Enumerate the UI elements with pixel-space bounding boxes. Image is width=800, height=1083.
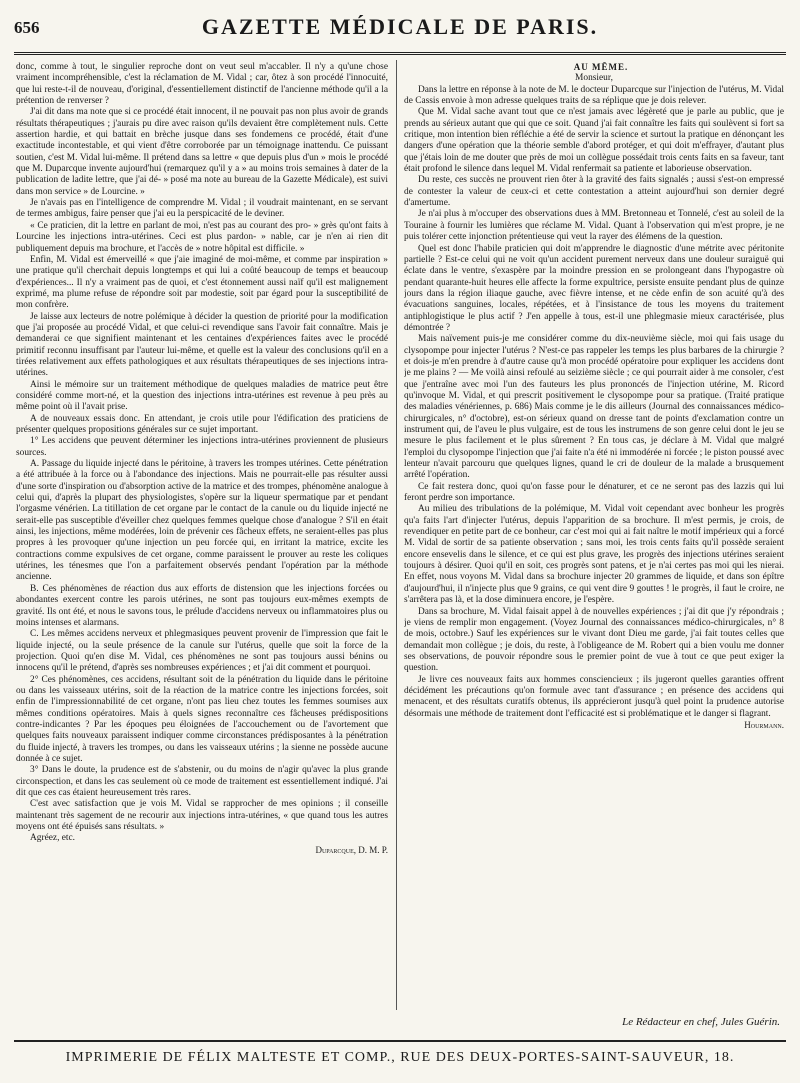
paragraph: Dans sa brochure, M. Vidal faisait appel à de nouvelles expériences ; j'ai dit que j'y répondrais ; je viens de remplir mon engagement. (Voyez Journal des connaissances médico-chirurgicales, n° 8 de mois, octobre.) Sauf les expériences sur le vivant dont Dieu me garde, j'ai fait toutes celles que demandait mon collègue ; je dois, du reste, à l'obligeance de M. Robert qui a bien voulu me donner ses observations, de pouvoir répondre sous le premier point de vue à tout ce que peut exiger la question.	[404, 606, 784, 674]
page-header	[14, 14, 786, 48]
printer-imprint: IMPRIMERIE DE FÉLIX MALTESTE ET COMP., RUE DES DEUX-PORTES-SAINT-SAUVEUR, 18.	[65, 1050, 735, 1065]
editor-credit: Le Rédacteur en chef, Jules Guérin.	[622, 1016, 780, 1028]
paragraph: Agréez, etc.	[30, 833, 76, 844]
paragraph: Je n'ai plus à m'occuper des observations dues à MM. Bretonneau et Tonnelé, c'est au soleil de la Touraine à fournir les lumières que réclame M. Vidal. Quant à l'observation qui m'est propre, je ne puis tolérer cette injonction prétentieuse qui veut la rayer des élémens de la question.	[404, 209, 784, 243]
paragraph: C. Les mêmes accidens nerveux et phlegmasiques peuvent provenir de l'impression que fait le liquide injecté, ou la seule présence de la canule sur l'utérus, quelle que soit la force de la projection. Quoi qu'en dise M. Vidal, ces phénomènes ne sont pas toujours aussi bénins ou innocens qu'il le prétend, d'après ses nombreuses expériences ; et j'ai dit comment et pourquoi.	[16, 629, 388, 674]
page-number: 656	[14, 18, 40, 37]
paragraph: Mais naïvement puis-je me considérer comme du dix-neuvième siècle, moi qui fais usage du clysopompe pour injecter l'utérus ? N'est-ce pas rappeler les temps les plus barbares de la chirurgie ? et dois-je m'en prendre à d'autre cause qu'à mon procédé opératoire pour expliquer les accidens dont je me plains ? — Me voilà ainsi refoulé au seizième siècle ; ce qui pourrait aider à me consoler, c'est que j'entraîne avec moi l'un des fauteurs les plus prononcés de l'injection utérine, M. Ricord qu'invoque M. Vidal, et qui prescrit positivement le clysopompe pour sa pratique. (Traité pratique des maladies vénériennes, p. 686) Mais comme je le dis ailleurs (Journal des connaissances médico-chirurgicales, n° d'octobre), est-on sérieux quand on dresse tant de points d'exclamation contre un instrument qui, de l'aveu le plus vulgaire, est de tous les instrumens de son genre celui dont le jeu se mesure le plus facilement et le plus sûrement ? En tous cas, je déclare à M. Vidal que malgré l'emploi du clysopompe l'injection que j'ai faite n'a été ni immodérée ni forcée ; le piston poussé avec lenteur n'avait parcouru que quelques lignes, quand le cri de douleur de la malade a brusquement arrêté l'opération.	[404, 334, 784, 481]
paragraph: Que M. Vidal sache avant tout que ce n'est jamais avec légèreté que je parle au public, que je prends au sérieux autant que qui que ce soit. Quand j'ai fait connaître les faits qui soulèvent si fort sa critique, mon intention bien réfléchie a été de servir la science et surtout la pratique en dénonçant les dangers d'une opération que la théorie semble d'abord protéger, et qui doit m'effrayer, d'autant plus que j'étais loin de me douter que près de moi un collègue possédait trois cents faits en sa faveur, tant était profond le silence dans lequel M. Vidal renfermait sa patiente et laborieuse observation.	[404, 107, 784, 175]
right-column	[404, 62, 784, 1008]
paragraph: Je laisse aux lecteurs de notre polémique à décider la question de priorité pour la modification que j'ai proposée au procédé Vidal, et que celui-ci revendique sans l'avoir fait connaître. Mais je demanderai ce que signifient maintenant et les centaines d'expériences faites avec le procédé primitif reconnu insuffisant par l'auteur lui-même, et quelle est la valeur des conclusions qu'il en a tirées relativement aux effets pathologiques et aux résultats thérapeutiques de ses injections intra-utérines.	[16, 311, 388, 379]
paragraph: donc, comme à tout, le singulier reproche dont on veut seul m'accabler. Il n'y a qu'une chose vraiment incompréhensible, c'est la réclamation de M. Vidal ; car, ôtez à son procédé l'innocuité, que lui reste-t-il de nouveau, d'original, d'essentiellement distinctif de l'ancienne méthode qu'il a la prétention de renverser ?	[16, 62, 388, 107]
left-column	[16, 62, 388, 1008]
paragraph: Enfin, M. Vidal est émerveillé « que j'aie imaginé de moi-même, et comme par inspiration » une pratique qu'il cherchait depuis longtemps et qui lui a coûté beaucoup de temps et beaucoup d'expériences... Il n'y a vraiment pas de quoi, et c'est étonnement aussi naïf qu'il est malignement exprimé, ma plume refuse de répondre soit par modestie, soit par égard pour la susceptibilité de mon confrère.	[16, 254, 388, 311]
journal-title: GAZETTE MÉDICALE DE PARIS.	[201, 14, 599, 39]
paragraph: Ainsi le mémoire sur un traitement méthodique de quelques maladies de matrice peut être considéré comme mort-né, et la question des injections intra-utérines est revenue à peu près au même point où il l'avait prise.	[16, 379, 388, 413]
paragraph: A de nouveaux essais donc. En attendant, je crois utile pour l'édification des praticiens de présenter quelques propositions générales sur ce sujet important.	[16, 413, 388, 435]
footer-rule	[14, 1040, 786, 1042]
paragraph: Quel est donc l'habile praticien qui doit m'apprendre le diagnostic d'une métrite avec péritonite partielle ? Est-ce celui qui ne voit qu'un accident purement nerveux dans une douleur suraiguë qui éclate dans le ventre, s'exaspère par la moindre pression en se prolongeant dans l'hypogastre où pendant quarante-huit heures elle affecte la forme expultrice, persiste ensuite pendant plus de quinze jours dans la région iliaque gauche, avec fièvre intense, et ne cède enfin de son acuité qu'à des évacuations sanguines, locales, répétées, et à l'insistance de tous les moyens du traitement antiphlogistique le plus actif ? J'en appelle à tous, est-il une phlegmasie mieux caractérisée, plus démontrée ?	[404, 243, 784, 333]
paragraph: A. Passage du liquide injecté dans le péritoine, à travers les trompes utérines. Cette pénétration a été attribuée à la force ou à l'abondance des injections. Mais ne pourrait-elle pas résulter aussi d'une sorte d'inspiration ou d'absorption active de la matrice et des trompes, phénomène analogue à celui qui, d'après la plupart des physiologistes, s'opère sur la liqueur spermatique par et pendant l'orgasme vénérien. La titillation de cet organe par le contact de la canule ou du liquide injecté ne serait-elle pas susceptible d'éveiller chez quelques femmes quelque chose d'analogue ? S'il en était ainsi, les injections, même modérées, loin de prévenir ces fâcheux effets, ne seraient-elles pas plus propres à les provoquer qu'une injection un peu forcée qui, en irritant la matrice, excite les contractions comme expulsives de cet organe, comme paraissent le prouver au reste les coliques utérines, les ténesmes que l'on a parfaitement observés pendant l'opération par la méthode ancienne.	[16, 459, 388, 583]
section-heading: AU MÊME.	[573, 62, 629, 72]
paragraph: J'ai dit dans ma note que si ce procédé était innocent, il ne pouvait pas non plus avoir de grands résultats thérapeutiques ; j'aurais pu dire avec raison qu'ils devaient être complètement nuls. Cette assertion hardie, et qui battait en brèche jusque dans ses fondemens ce procédé, était d'une exactitude incontestable, et qui vient d'être corroborée par un témoignage inattendu. Ce puissant soutien, c'est M. Vidal lui-même. Il prétend dans sa lettre « que depuis plus d'un » mois le procédé que M. Duparcque invente aujourd'hui (remarquez qu'il y a » au moins trois semaines à dater de la publication de ladite lettre, que j'ai dé- » posé ma note au bureau de la Gazette Médicale), est suivi dans mon service » de Lourcine. »	[16, 107, 388, 197]
paragraph: B. Ces phénomènes de réaction dus aux efforts de distension que les injections forcées ou abondantes exercent contre les parois utérines, ne sont pas toujours eux-mêmes exempts de gravité. Ils ont été, et nous le savons tous, le prélude d'accidens nerveux ou inflammatoires plus ou moins intenses et alarmans.	[16, 583, 388, 628]
paragraph: Je livre ces nouveaux faits aux hommes consciencieux ; ils jugeront quelles garanties offrent décidément les précautions qu'on formule avec tant d'assurance ; en présence des accidens qui menacent, et des résultats curatifs obtenus, ils apprécieront jusqu'à quel point la prudence autorise désormais une méthode de traitement dont l'efficacité est si problématique et le danger si flagrant.	[404, 674, 784, 719]
signature-duparcque: Duparcque, D. M. P.	[315, 844, 388, 855]
paragraph: Ce fait restera donc, quoi qu'on fasse pour le dénaturer, et ce ne seront pas des lazzis qui lui feront perdre son importance.	[404, 481, 784, 504]
header-rule	[14, 52, 786, 55]
salutation: Monsieur,	[575, 73, 613, 84]
paragraph: Au milieu des tribulations de la polémique, M. Vidal voit cependant avec bonheur les progrès qu'a faits l'art d'injecter l'utérus, depuis l'apparition de sa brochure. Il m'est permis, je crois, de revendiquer en petite part de ce bonheur, car c'est moi qui ai fait naître le motif impérieux qui a forcé M. Vidal de sortir de sa patiente observation ; sans moi, les trois cents faits qu'il possède seraient encore ensevelis dans le silence, et ce qui est plus grave, les progrès des injections utérines seraient toujours à désirer. Quoi qu'il en soit, ces progrès sont patens, et je n'ai certes pas moi qui les nierai. En effet, nous voyons M. Vidal dans sa brochure injecter 20 grammes de liquide, et dans son épître d'aujourd'hui, il n'injecte plus que 9 grains, ce qui vent dire 9 gouttes ! le progrès, il faut le croire, ne s'arrêtera pas là, et la dose diminuera encore, je l'espère.	[404, 504, 784, 606]
paragraph: 3° Dans le doute, la prudence est de s'abstenir, ou du moins de n'agir qu'avec la plus grande circonspection, et dans les cas seulement où ce mode de traitement est essentiellement indiqué. J'ai dit que ces cas étaient heureusement très rares.	[16, 765, 388, 798]
paragraph: 2° Ces phénomènes, ces accidens, résultant soit de la pénétration du liquide dans le péritoine ou dans les vaisseaux utérins, soit de la réaction de la matrice contre les injections forcées, soit enfin de l'impressionnabilité de cet organe, n'ont pas lieu chez toutes les femmes soumises aux mêmes conditions opératoires. Mais à quels signes reconnaître ces fâcheuses prédispositions contre-indicantes ? Par les époques peu éloignées de l'accouchement ou de l'avortement que quelques faits nouveaux paraissent indiquer comme circonstances prédisposantes à la pénétration du fluide injecté, à travers les trompes, ou dans les vaisseaux utérins ; la sienne ne possède aucune donnée à ce sujet.	[16, 674, 388, 764]
paragraph: Je n'avais pas en l'intelligence de comprendre M. Vidal ; il voudrait maintenant, en se servant de termes ambigus, faire penser que j'ai eu la perspicacité de le deviner.	[16, 198, 388, 220]
paragraph: « Ce praticien, dit la lettre en parlant de moi, n'est pas au courant des pro- » grès qu'ont faits à Lourcine les injections intra-utérines. Ceci est plus pardon- » nable, car je n'en ai rien dit publiquement depuis ma brochure, et l'accès de » notre hôpital est difficile. »	[16, 220, 388, 254]
paragraph: C'est avec satisfaction que je vois M. Vidal se rapprocher de mes opinions ; il conseille maintenant très sagement de ne recourir aux injections intra-utérines, « que quand tous les autres moyens ont été épuisés sans résultats. »	[16, 799, 388, 833]
paragraph: Dans la lettre en réponse à la note de M. le docteur Duparcque sur l'injection de l'utérus, M. Vidal de Cassis envoie à mon adresse quelques traits de sa réplique que je dois relever.	[404, 84, 784, 107]
signature-hourmann: Hourmann.	[744, 719, 784, 730]
paragraph: Du reste, ces succès ne prouvent rien ôter à la gravité des faits signalés ; aussi s'est-on empressé de contester la valeur de ceux-ci et cette contestation a atteint aujourd'hui son dernier degré d'amertume.	[404, 175, 784, 209]
column-divider	[396, 60, 397, 1010]
paragraph: 1° Les accidens que peuvent déterminer les injections intra-utérines proviennent de plusieurs sources.	[16, 436, 388, 458]
